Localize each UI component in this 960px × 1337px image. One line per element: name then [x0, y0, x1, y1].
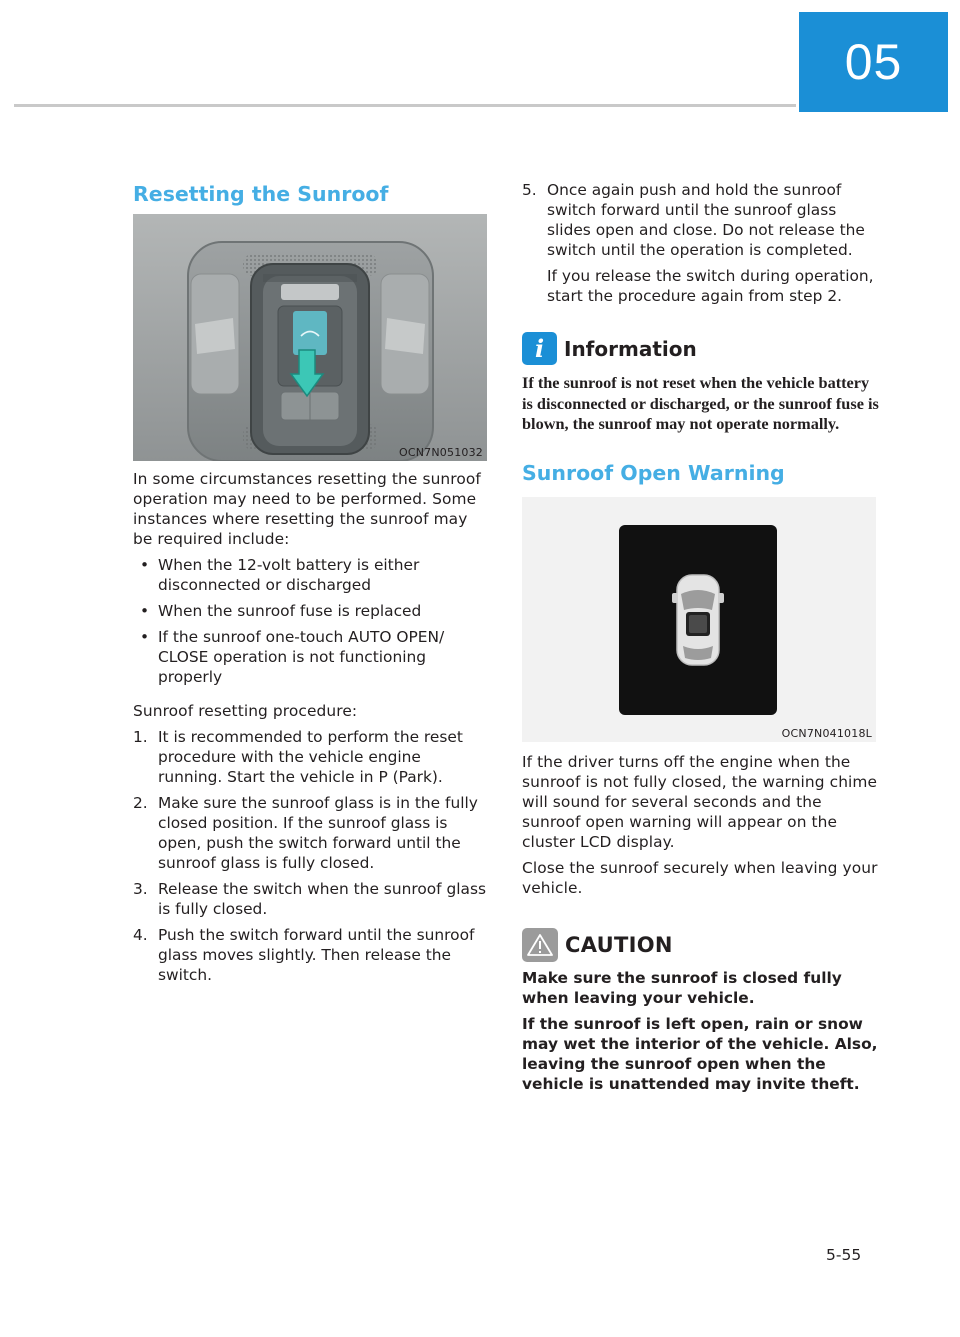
step-note: If you release the switch during operation, start the procedure again from step 2. — [547, 267, 874, 305]
right-column — [522, 180, 880, 1100]
sunroof-switch-figure — [133, 214, 487, 461]
step-item: 4. Push the switch forward until the sunroof glass moves slightly. Then release the switch. — [133, 926, 475, 984]
figure-code: OCN7N041018L — [781, 726, 872, 740]
bullet-icon: • — [140, 556, 150, 574]
procedure-steps-continued — [522, 180, 880, 306]
header-rule — [14, 104, 796, 107]
warning-paragraph: Close the sunroof securely when leaving your vehicle. — [522, 858, 878, 897]
list-item: • When the 12-volt battery is either disconnected or discharged — [140, 556, 420, 594]
section-title-warning: Sunroof Open Warning — [522, 460, 785, 485]
procedure-label: Sunroof resetting procedure: — [133, 702, 358, 720]
cluster-display-illustration — [522, 497, 876, 742]
list-item: • When the sunroof fuse is replaced — [140, 602, 422, 620]
list-item: • If the sunroof one-touch AUTO OPEN/ CLOSE operation is not functioning properly — [140, 628, 445, 686]
caution-paragraph: Make sure the sunroof is closed fully when leaving your vehicle. — [522, 968, 842, 1007]
step-item: 1. It is recommended to perform the reset procedure with the vehicle engine running. Start the vehicle in P (Park). — [133, 728, 463, 786]
bullet-icon: • — [140, 628, 150, 646]
step-item: 5. Once again push and hold the sunroof switch forward until the sunroof glass slides open and close. Do not release the switch until the operation is completed. If you release the switch during operation, start the procedure again from step 2. — [522, 180, 880, 306]
car-top-view-icon — [672, 575, 724, 665]
section-title-resetting: Resetting the Sunroof — [133, 182, 389, 206]
step-item: 3. Release the switch when the sunroof glass is fully closed. — [133, 880, 486, 918]
warning-paragraph: If the driver turns off the engine when the sunroof is not fully closed, the warning chime will sound for several seconds and the sunroof open warning will appear on the cluster LCD display. — [522, 752, 878, 851]
information-text: If the sunroof is not reset when the vehicle battery is disconnected or discharged, or the sunroof fuse is blown, the sunroof may not operate normally. — [522, 373, 879, 433]
intro-paragraph: In some circumstances resetting the sunroof operation may need to be performed. Some instances where resetting the sunroof may be required include: — [133, 470, 481, 548]
information-icon: i — [522, 332, 557, 365]
page-number: 5-55 — [826, 1246, 862, 1264]
overhead-console-illustration — [133, 214, 487, 461]
sunroof-warning-figure — [522, 497, 876, 742]
chapter-tab: 05 — [799, 12, 948, 112]
information-header — [522, 332, 880, 365]
figure-code: OCN7N051032 — [399, 446, 483, 459]
reset-conditions-list — [133, 555, 489, 687]
procedure-steps — [133, 727, 489, 985]
step-item: 2. Make sure the sunroof glass is in the fully closed position. If the sunroof glass is open, push the switch forward until the sunroof glass is fully closed. — [133, 794, 478, 872]
warning-triangle-icon — [522, 928, 558, 962]
caution-title: CAUTION — [565, 932, 673, 957]
bullet-icon: • — [140, 602, 150, 620]
caution-header — [522, 928, 880, 962]
caution-paragraph: If the sunroof is left open, rain or snow may wet the interior of the vehicle. Also, leaving the sunroof open when the vehicle is unattended may invite theft. — [522, 1014, 878, 1093]
information-title: Information — [564, 336, 697, 361]
left-column — [133, 178, 489, 991]
